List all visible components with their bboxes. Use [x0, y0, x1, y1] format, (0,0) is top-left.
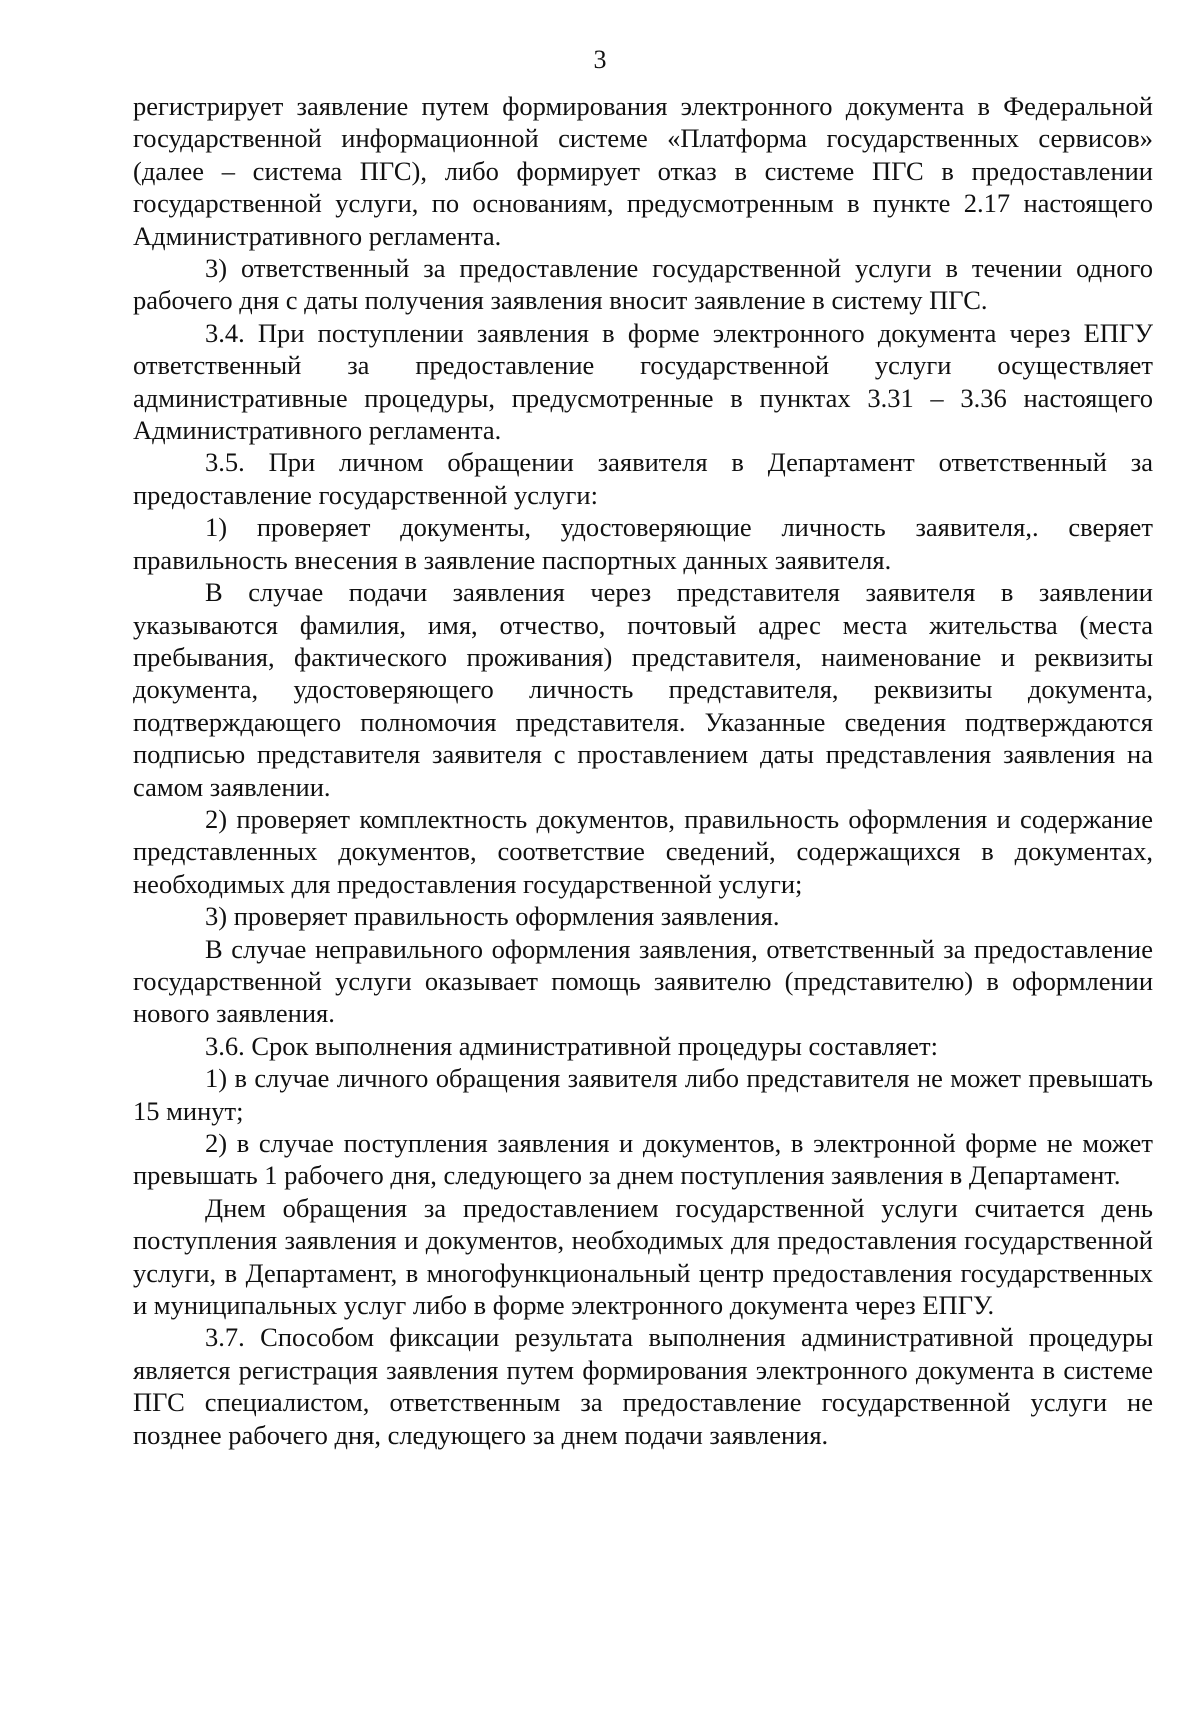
paragraph-3-5: 3.5. При личном обращении заявителя в Департамент ответственный за предоставление государственной услуги:	[133, 447, 1153, 510]
page-number: 3	[593, 45, 607, 74]
paragraph-3-7: 3.7. Способом фиксации результата выполнения административной процедуры является регистрация заявления путем формирования электронного документа в системе ПГС специалистом, ответственным за предоставление государственной услуги не позднее рабочего дня, следующего за днем подачи заявления.	[133, 1322, 1153, 1450]
paragraph-item-3: 3) ответственный за предоставление государственной услуги в течении одного рабочего дня с даты получения заявления вносит заявление в систему ПГС.	[133, 253, 1153, 316]
paragraph-3-6-item-1: 1) в случае личного обращения заявителя либо представителя не может превышать 15 минут;	[133, 1063, 1153, 1126]
paragraph-3-5-item-2: 2) проверяет комплектность документов, правильность оформления и содержание представленных документов, соответствие сведений, содержащихся в документах, необходимых для предоставления государственной услуги;	[133, 803, 1153, 899]
paragraph-request-date: Днем обращения за предоставлением государственной услуги считается день поступления заявления и документов, необходимых для предоставления государственной услуги, в Департамент, в многофункциональный центр предоставления государственных и муниципальных услуг либо в форме электронного документа через ЕПГУ.	[133, 1192, 1153, 1321]
paragraph-incorrect-form: В случае неправильного оформления заявления, ответственный за предоставление государственной услуги оказывает помощь заявителю (представителю) в оформлении нового заявления.	[133, 933, 1153, 1029]
paragraph-3-6-item-2: 2) в случае поступления заявления и документов, в электронной форме не может превышать 1 рабочего дня, следующего за днем поступления заявления в Департамент.	[133, 1128, 1153, 1191]
paragraph-3-5-item-3: 3) проверяет правильность оформления заявления.	[205, 901, 780, 932]
paragraph-3-4: 3.4. При поступлении заявления в форме электронного документа через ЕПГУ ответственный за предоставление государственной услуги осуществляет административные процедуры, предусмотренные в пунктах 3.31 – 3.36 настоящего Административного регламента.	[133, 317, 1153, 446]
paragraph-continuation: регистрирует заявление путем формирования электронного документа в Федеральной государственной информационной системе «Платформа государственных сервисов» (далее – система ПГС), либо формирует отказ в системе ПГС в предоставлении государственной услуги, по основаниям, предусмотренным в пункте 2.17 настоящего Административного регламента.	[133, 91, 1153, 251]
paragraph-3-6: 3.6. Срок выполнения административной процедуры составляет:	[205, 1030, 938, 1061]
paragraph-representative: В случае подачи заявления через представителя заявителя в заявлении указываются фамилия, имя, отчество, почтовый адрес места жительства (места пребывания, фактического проживания) представителя, наименование и реквизиты документа, удостоверяющего личность представителя, реквизиты документа, подтверждающего полномочия представителя. Указанные сведения подтверждаются подписью представителя заявителя с проставлением даты представления заявления на самом заявлении.	[133, 577, 1153, 802]
document-body	[133, 90, 1153, 1451]
paragraph-3-5-item-1: 1) проверяет документы, удостоверяющие личность заявителя,. сверяет правильность внесения в заявление паспортных данных заявителя.	[133, 512, 1153, 575]
